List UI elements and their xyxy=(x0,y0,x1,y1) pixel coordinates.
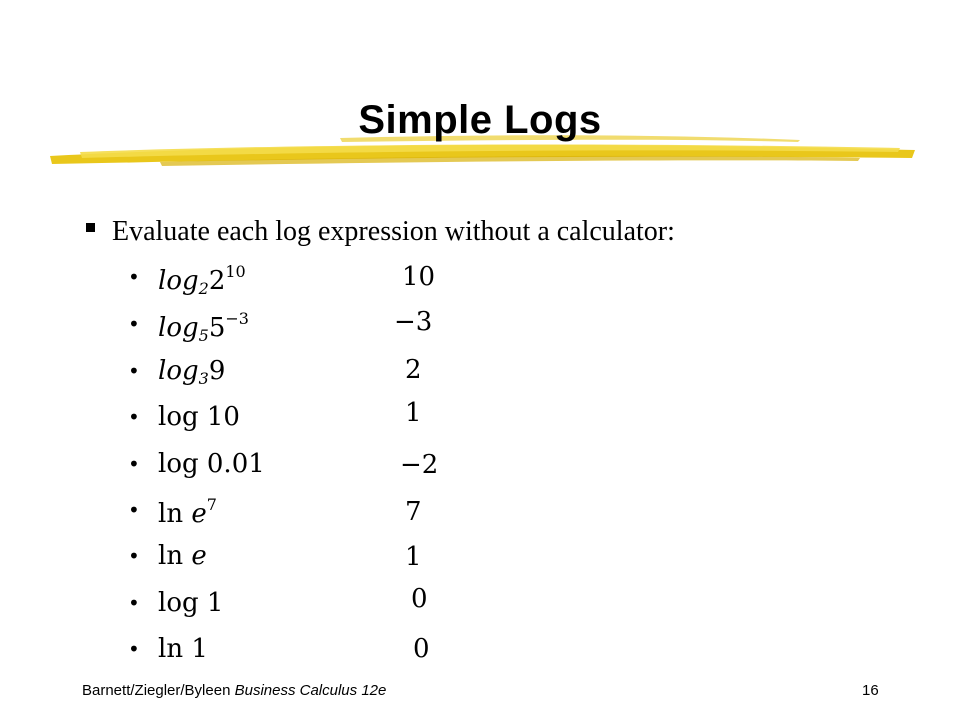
log-argument: 10 xyxy=(206,402,240,432)
log-base: 5 xyxy=(198,326,209,345)
exponent: 7 xyxy=(206,495,217,514)
fn-name: log xyxy=(158,402,199,432)
log-expression xyxy=(158,356,225,388)
intro-line xyxy=(86,216,675,248)
log-argument: 0.01 xyxy=(206,449,265,479)
fn-name: log xyxy=(158,313,199,343)
log-argument: 1 xyxy=(191,634,208,664)
log-base: 3 xyxy=(198,369,209,388)
footer-book-title: Business Calculus 12e xyxy=(234,682,387,699)
log-argument: 5 xyxy=(208,313,226,343)
log-expression xyxy=(158,634,208,664)
page-number: 16 xyxy=(862,682,879,699)
answer: 10 xyxy=(402,262,436,292)
fn-name: ln xyxy=(158,634,184,664)
log-argument: 9 xyxy=(208,356,226,386)
answer: 0 xyxy=(413,634,430,664)
log-argument: e xyxy=(191,499,207,529)
fn-name: log xyxy=(158,266,199,296)
bullet-icon: • xyxy=(128,359,140,383)
exponent: 10 xyxy=(225,262,246,281)
answer: 1 xyxy=(405,542,422,572)
log-expression xyxy=(158,402,240,432)
intro-text: Evaluate each log expression without a calculator: xyxy=(112,216,675,247)
log-argument: e xyxy=(191,541,207,571)
bullet-icon: • xyxy=(128,452,140,476)
fn-name: ln xyxy=(158,541,184,571)
fn-name: log xyxy=(158,356,199,386)
exponent: −3 xyxy=(225,309,249,328)
square-bullet-icon xyxy=(86,223,95,232)
bullet-icon: • xyxy=(128,405,140,429)
fn-name: ln xyxy=(158,499,184,529)
fn-name: log xyxy=(158,449,199,479)
bullet-icon: • xyxy=(128,498,140,522)
answer: −2 xyxy=(400,450,439,480)
bullet-icon: • xyxy=(128,591,140,615)
log-base: 2 xyxy=(198,279,209,298)
answer: 0 xyxy=(411,584,428,614)
bullet-icon: • xyxy=(128,544,140,568)
log-expression xyxy=(158,309,249,345)
log-expression xyxy=(158,262,246,298)
bullet-icon: • xyxy=(128,637,140,661)
fn-name: log xyxy=(158,588,199,618)
log-argument: 1 xyxy=(206,588,224,618)
answer: 2 xyxy=(405,355,422,385)
bullet-icon: • xyxy=(128,265,140,289)
answer: −3 xyxy=(394,307,433,337)
log-expression xyxy=(158,541,207,571)
answer: 1 xyxy=(405,398,422,428)
log-expression xyxy=(158,449,265,479)
log-argument: 2 xyxy=(208,266,226,296)
bullet-icon: • xyxy=(128,312,140,336)
answer: 7 xyxy=(405,497,422,527)
footer-citation xyxy=(82,682,386,699)
log-expression xyxy=(158,588,223,618)
page-title: Simple Logs xyxy=(358,98,602,142)
log-expression xyxy=(158,495,217,529)
footer-authors: Barnett/Ziegler/Byleen xyxy=(82,682,231,699)
